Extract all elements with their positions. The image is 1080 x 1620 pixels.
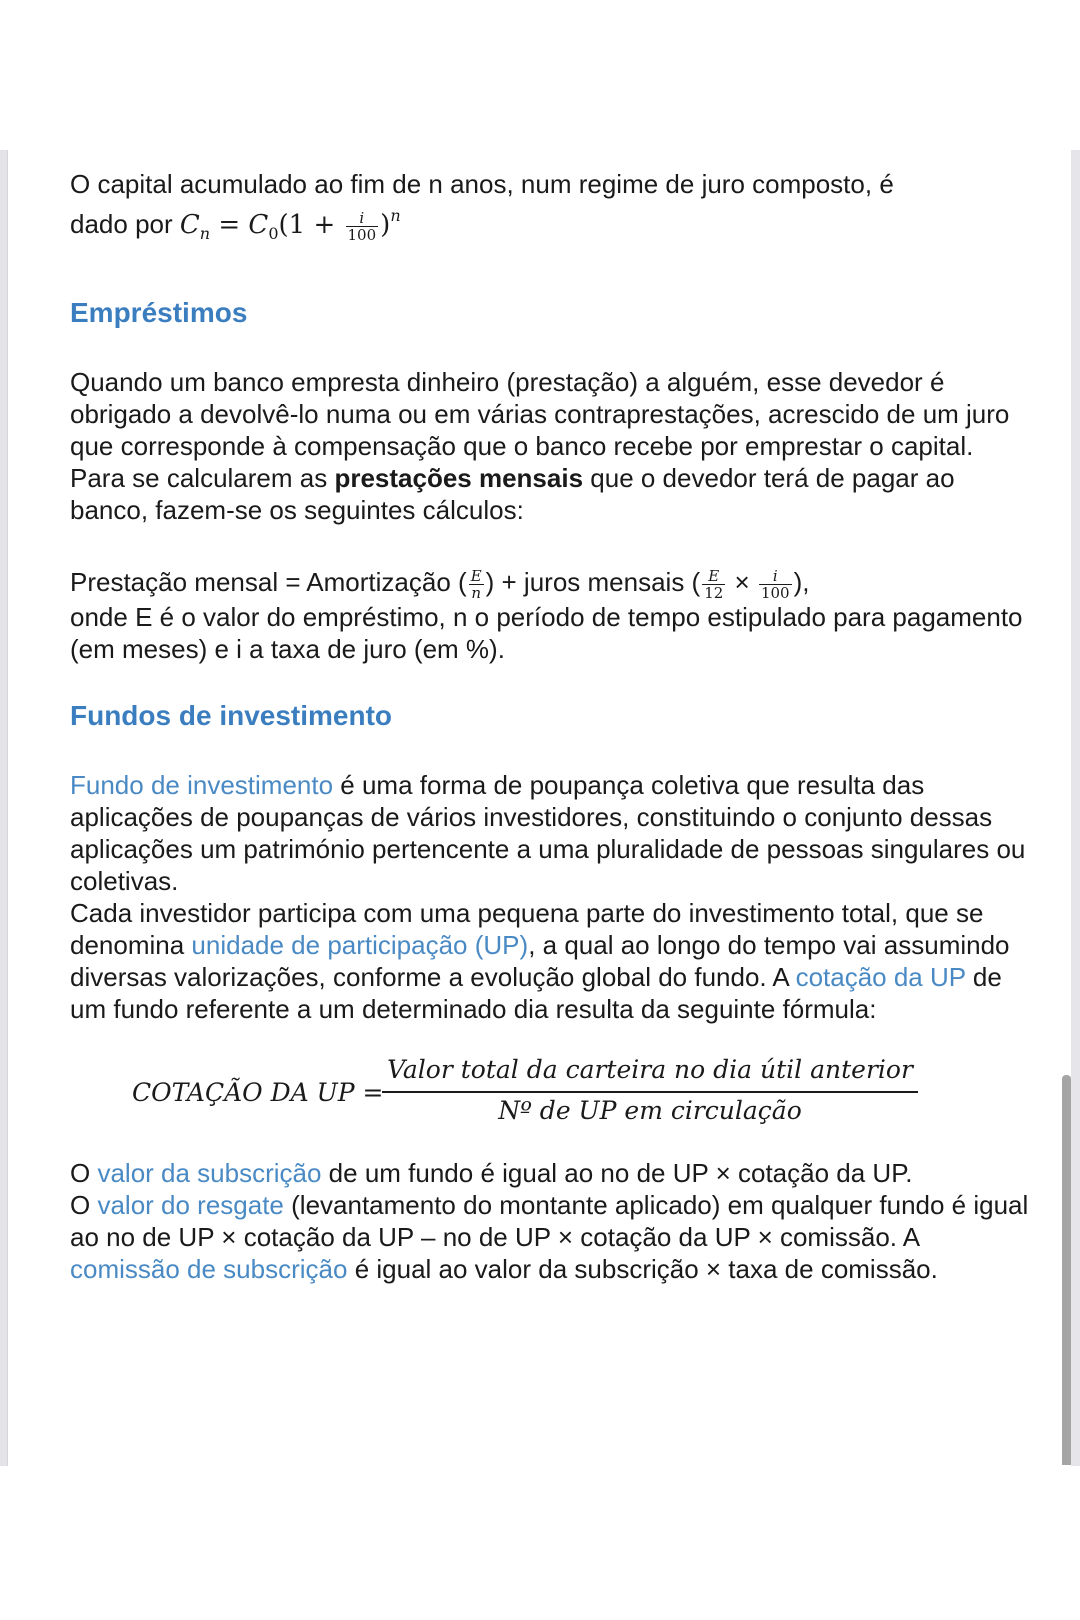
heading-emprestimos: Empréstimos	[70, 297, 248, 328]
document-content	[70, 168, 1030, 1285]
fundos-paragraph-2: Cada investidor participa com uma pequena parte do investimento total, que se denomina unidade de participação (UP), a qual ao longo do tempo vai assumindo diversas valorizações, conforme a evolução global do fundo. A cotação da UP de um fundo referente a um determinado dia resulta da seguinte fórmula:	[70, 897, 1010, 1024]
formula-numerator: Valor total da carteira no dia útil anterior	[382, 1053, 918, 1093]
fundos-paragraph-3: O valor da subscrição de um fundo é igual ao no de UP × cotação da UP. O valor do resgate (levantamento do montante aplicado) em qualquer fundo é igual ao no de UP × cotação da UP – no de UP × cotação da UP × comissão. A comissão de subscrição é igual ao valor da subscrição × taxa de comissão.	[70, 1157, 1029, 1284]
emprestimos-paragraph: Quando um banco empresta dinheiro (prestação) a alguém, esse devedor é obrigado a devolvê-lo numa ou em várias contraprestações, acrescido de um juro que corresponde à compensação que o banco recebe por emprestar o capital. Para se calcularem as prestações mensais que o devedor terá de pagar ao banco, fazem-se os seguintes cálculos:	[70, 367, 1010, 525]
intro-text: O capital acumulado ao fim de n anos, num regime de juro composto, é	[70, 169, 894, 199]
compound-interest-paragraph	[70, 168, 1030, 250]
fundos-paragraph-1: Fundo de investimento é uma forma de poupança coletiva que resulta das aplicações de poupanças de vários investidores, constituindo o conjunto dessas aplicações um património pertencente a uma pluralidade de pessoas singulares ou coletivas.	[70, 769, 1026, 896]
link-valor-da-subscricao[interactable]: valor da subscrição	[97, 1157, 322, 1188]
formula-lhs: COTAÇÃO DA UP =	[132, 1077, 384, 1107]
monthly-payment-formula-paragraph: Prestação mensal = Amortização ( $\frac{E}{n}$ ) + juros mensais ( $\frac{E}{12}$ × $\frac{i}{100}$ ), onde E é o valor do empréstimo, n o período de tempo estipulado para pagamento (em meses) e i a taxa de juro (em %).	[70, 566, 1023, 664]
link-cotacao-da-up[interactable]: cotação da UP	[795, 961, 966, 992]
link-unidade-de-participacao[interactable]: unidade de participação (UP)	[191, 929, 529, 960]
formula-denominator: Nº de UP em circulação	[498, 1095, 802, 1125]
formula-fraction	[382, 1053, 918, 1129]
page-left-edge	[0, 150, 8, 1466]
link-comissao-de-subscricao[interactable]: comissão de subscrição	[70, 1253, 348, 1284]
link-valor-do-resgate[interactable]: valor do resgate	[97, 1189, 284, 1220]
link-fundo-de-investimento[interactable]: Fundo de investimento	[70, 769, 334, 800]
intro-text-2: dado por	[70, 209, 180, 239]
compound-formula: $C_n = C_0(1$ + $\frac{i}{100}$ )$^n$	[179, 206, 401, 244]
scrollbar-thumb[interactable]	[1062, 1075, 1071, 1465]
heading-fundos-de-investimento: Fundos de investimento	[70, 699, 393, 731]
cotacao-up-formula	[70, 1053, 1030, 1133]
scrollbar-track[interactable]	[1071, 150, 1080, 1466]
